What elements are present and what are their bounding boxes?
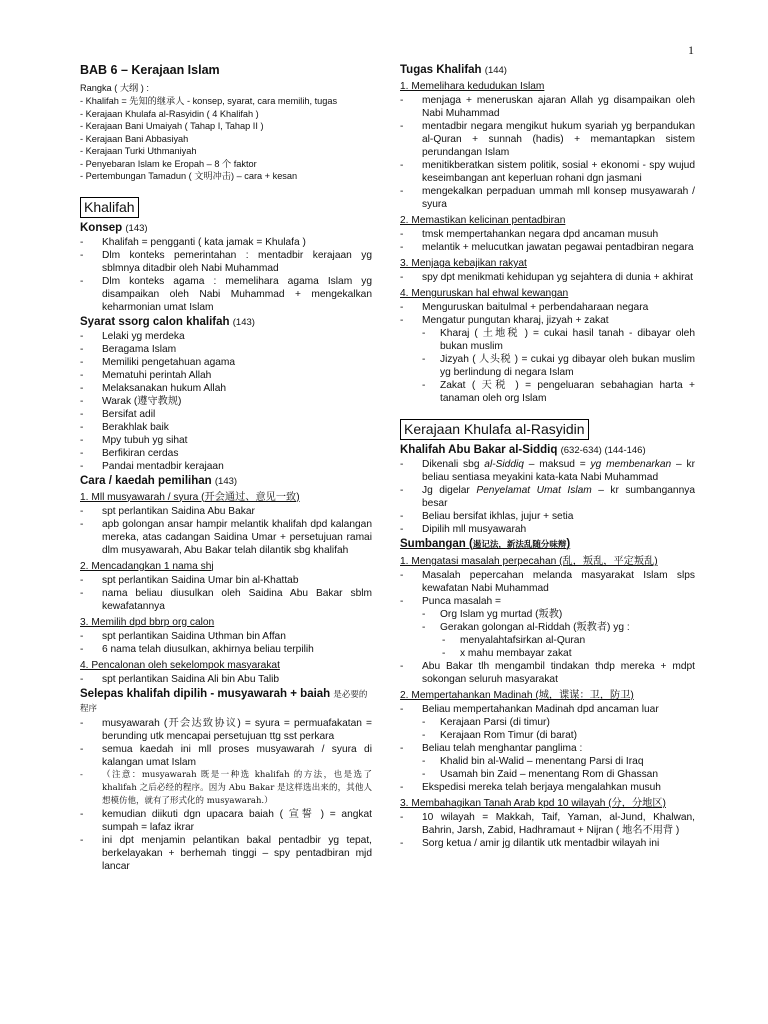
tugas-subheading-1: 1. Memelihara kedudukan Islam [400,81,545,92]
selepas-heading [80,688,372,716]
tugas-cukai-list [422,327,695,405]
list-item: - Berakhlak baik [80,421,372,434]
list-item: - Dipilih mll musyawarah [400,523,695,536]
tugas-label: Tugas Khalifah [400,64,482,76]
sumbangan-list-2c [400,781,695,794]
ancaman-list [422,716,695,742]
rangka-item: - Pertembungan Tamadun ( 文明冲击) – cara + kesan [80,171,298,181]
tugas-subheading-4: 4. Menguruskan hal ehwal kewangan [400,288,569,299]
list-item: - spt perlantikan Saidina Uthman bin Affan [80,630,372,643]
list-item: - Beliau bersifat ikhlas, jujur + setia [400,510,695,523]
list-item: - Mematuhi perintah Allah [80,369,372,382]
list-item: - melantik + melucutkan jawatan pegawai pentadbiran negara [400,241,695,254]
tugas-page: (144) [484,65,507,76]
khulafa-box-heading: Kerajaan Khulafa al-Rasyidin [400,419,589,440]
list-item: - Zakat ( 天税 ) = pengeluaran sebahagian harta + tanaman oleh org Islam [422,379,695,405]
konsep-heading [80,222,372,235]
list-item: - Beliau telah menghantar panglima : [400,742,695,755]
rangka-title: Rangka ( 大纲 ) : [80,83,149,93]
list-item: - Menguruskan baitulmal + perbendaharaan negara [400,301,695,314]
rangka-item: - Kerajaan Turki Uthmaniyah [80,146,197,156]
list-item: - Mengatur pungutan kharaj, jizyah + zakat [400,314,695,327]
list-item: - spy dpt menikmati kehidupan yg sejahtera di dunia + akhirat [400,271,695,284]
list-item: - tmsk mempertahankan negara dpd ancaman musuh [400,228,695,241]
rangka-item: - Khalifah = 先知的继承人 - konsep, syarat, cara memilih, tugas [80,96,338,106]
cara-list-2 [80,574,372,613]
list-item: - Masalah pepercahan melanda masyarakat Islam slps kewafatan Nabi Muhammad [400,569,695,595]
cara-page: (143) [214,475,238,487]
text-run: – maksud = [523,459,591,470]
list-item: - menitikberatkan sistem politik, sosial + ekonomi - spy wujud keseimbangan ant keperluan rohani dgn jasmani [400,159,695,185]
list-item: - Beliau mempertahankan Madinah dpd ancaman luar [400,703,695,716]
cara-heading [80,475,372,488]
sumbangan-paren: ) [566,538,571,550]
punca-list [422,608,695,634]
page-number: 1 [688,43,694,57]
text-run: – kr sumbangannya besar [422,485,696,509]
list-item: - musyawarah (开会达致协议) = syura = permuafakatan = berunding utk mencapai persetujuan ttg sst perkara [80,717,372,743]
konsep-list [80,236,372,314]
list-item: - Dlm konteks agama : memelihara agama Islam yg disampaikan oleh Nabi Muhammad + mengekalkan keharmonian umat Islam [80,275,372,314]
text-run-italic: Penyelamat Umat Islam [476,485,592,496]
sumbangan-list-1 [400,569,695,608]
list-item: - Usamah bin Zaid – menentang Rom di Ghassan [422,768,695,781]
sumbangan-list-3 [400,811,695,850]
list-item: - Punca masalah = [400,595,695,608]
riddah-list [442,634,695,660]
list-item: - spt perlantikan Saidina Abu Bakar [80,505,372,518]
list-item: - Beragama Islam [80,343,372,356]
selepas-list [80,717,372,873]
cara-subheading-3: 3. Memilih dpd bbrp org calon [80,616,215,628]
list-item [400,484,695,510]
tugas-list-2 [400,228,695,254]
panglima-list [422,755,695,781]
list-item: - Mpy tubuh yg sihat [80,434,372,447]
sumbangan-list-2 [400,703,695,716]
text-run: Dikenali sbg [422,459,485,470]
list-item [400,458,695,484]
list-item: - Khalifah = pengganti ( kata jamak = Khulafa ) [80,236,372,249]
cara-list-3 [80,630,372,656]
sumbangan-subheading-3: 3. Membahagikan Tanah Arab kpd 10 wilayah (分，分地区) [400,798,666,809]
list-item: - Gerakan golongan al-Riddah (叛教者) yg : [422,621,695,634]
tugas-list-4 [400,301,695,327]
rangka-item: - Penyebaran Islam ke Eropah – 8 个 faktor [80,158,257,169]
selepas-label: Selepas khalifah dipilih - musyawarah + baiah [80,687,331,700]
sumbangan-note: 遏记法，新法乱随分味辩 [472,540,567,550]
list-item: - Bersifat adil [80,408,372,421]
konsep-page: (143) [125,222,148,234]
tugas-list-1 [400,94,695,211]
tugas-subheading-3: 3. Menjaga kebajikan rakyat [400,258,527,269]
rangka-list [80,95,372,183]
syarat-page: (143) [232,316,255,328]
cara-subheading-2: 2. Mencadangkan 1 nama shj [80,560,214,572]
rangka-item: - Kerajaan Bani Umaiyah ( Tahap I, Tahap II ) [80,121,264,131]
list-item: - mengekalkan perpaduan ummah mll konsep musyawarah / syura [400,185,695,211]
list-item: - ini dpt menjamin pelantikan bakal pentadbir yg tepat, berkelayakan + berhemah tinggi – spy pentadbiran mjd lancar [80,834,372,873]
list-item: - Kerajaan Rom Timur (di barat) [422,729,695,742]
list-item: - menyalahtafsirkan al-Quran [442,634,695,647]
cara-label: Cara / kaedah pemilihan [80,474,212,487]
cara-subheading-4: 4. Pencalonan oleh sekelompok masyarakat [80,659,280,671]
chapter-title: BAB 6 – Kerajaan Islam [80,63,220,77]
cara-list-1 [80,505,372,557]
abubakar-heading [400,444,695,457]
list-item: - spt perlantikan Saidina Umar bin al-Khattab [80,574,372,587]
sumbangan-list-1b [400,660,695,686]
list-item: - Kharaj ( 土地税 ) = cukai hasil tanah - dibayar oleh bukan muslim [422,327,695,353]
sumbangan-label: Sumbangan ( [400,538,473,550]
list-item: - Khalid bin al-Walid – menentang Parsi di Iraq [422,755,695,768]
list-item: - Dlm konteks pemerintahan : mentadbir kerajaan yg sblmnya ditadbir oleh Nabi Muhammad [80,249,372,275]
syarat-label: Syarat ssorg calon khalifah [80,315,230,328]
list-item: - Ekspedisi mereka telah berjaya mengalahkan musuh [400,781,695,794]
list-item: - Melaksanakan hukum Allah [80,382,372,395]
abubakar-list [400,458,695,536]
abubakar-label: Khalifah Abu Bakar al-Siddiq [400,444,558,456]
cara-subheading-1: 1. Mll musyawarah / syura (开会通过、意见一致) [80,491,300,503]
text-run: – kr beliau sentiasa meyakini kata-kata Nabi Muhammad [422,459,695,483]
list-item: - Memiliki pengetahuan agama [80,356,372,369]
syarat-heading [80,316,372,329]
list-item: - Warak (遵守教规) [80,395,372,408]
list-item: - Kerajaan Parsi (di timur) [422,716,695,729]
cara-list-4 [80,673,372,686]
list-item: - kemudian diikuti dgn upacara baiah ( 宣誓 ) = angkat sumpah = lafaz ikrar [80,808,372,834]
list-item: - Pandai mentadbir kerajaan [80,460,372,473]
list-item: - x mahu membayar zakat [442,647,695,660]
list-item: - Sorg ketua / amir jg dilantik utk mentadbir wilayah ini [400,837,695,850]
left-column [80,64,372,873]
sumbangan-list-2b [400,742,695,755]
list-item: - Berfikiran cerdas [80,447,372,460]
list-item: - Lelaki yg merdeka [80,330,372,343]
list-item: - semua kaedah ini mll proses musyawarah / syura di kalangan umat Islam [80,743,372,769]
list-item: - menjaga + meneruskan ajaran Allah yg disampaikan oleh Nabi Muhammad [400,94,695,120]
abubakar-page: (632-634) (144-146) [560,445,646,456]
list-item: - mentadbir negara mengikut hukum syariah yg berpandukan al-Quran + sunnah (hadis) + memantapkan sistem perundangan Islam [400,120,695,159]
right-column [400,64,695,850]
khalifah-box-heading: Khalifah [80,197,139,218]
list-item: - nama beliau diusulkan oleh Saidina Abu Bakar sblm kewafatannya [80,587,372,613]
text-run-italic: al-Siddiq [484,459,524,470]
tugas-heading [400,64,695,77]
rangka-item: - Kerajaan Khulafa al-Rasyidin ( 4 Khalifah ) [80,108,259,119]
list-item-note: - （注意：musyawarah 既是一种选 khalifah 的方法，也是选了 khalifah 之后必经的程序。因为 Abu Bakar 是这样选出来的，其他人想模仿他，就有了形式化的 musyawarah.） [80,769,372,808]
list-item: - Org Islam yg murtad (叛教) [422,608,695,621]
list-item: - apb golongan ansar hampir melantik khalifah dpd kalangan mereka, atas cadangan Saidina Umar + persetujuan ramai dlm musyawarah, Abu Bakar telah dilantik sbg khalifah [80,518,372,557]
list-item: - 6 nama telah diusulkan, akhirnya beliau terpilih [80,643,372,656]
selepas-note: 是必要的程序 [80,689,368,714]
syarat-list [80,330,372,473]
list-item: - Jizyah ( 人头税 ) = cukai yg dibayar oleh bukan muslim yg berlindung di negara Islam [422,353,695,379]
list-item: - 10 wilayah = Makkah, Taif, Yaman, al-Jund, Khalwan, Bahrin, Jarsh, Zabid, Hadhramaut + Nijran ( 地名不用背 ) [400,811,695,837]
konsep-label: Konsep [80,221,123,234]
list-item: - spt perlantikan Saidina Ali bin Abu Talib [80,673,372,686]
sumbangan-heading [400,538,695,552]
text-run: Jg digelar [422,485,477,496]
text-run-italic: yg membenarkan [590,459,672,470]
tugas-subheading-2: 2. Memastikan kelicinan pentadbiran [400,215,566,226]
sumbangan-subheading-2: 2. Mempertahankan Madinah (城，谍谋：卫，防卫) [400,690,634,701]
tugas-list-3 [400,271,695,284]
list-item: - Abu Bakar tlh mengambil tindakan thdp mereka + mdpt sokongan seluruh masyarakat [400,660,695,686]
sumbangan-subheading-1: 1. Mengatasi masalah perpecahan (乱，叛乱，平定叛乱) [400,556,658,567]
rangka-item: - Kerajaan Bani Abbasiyah [80,133,189,144]
